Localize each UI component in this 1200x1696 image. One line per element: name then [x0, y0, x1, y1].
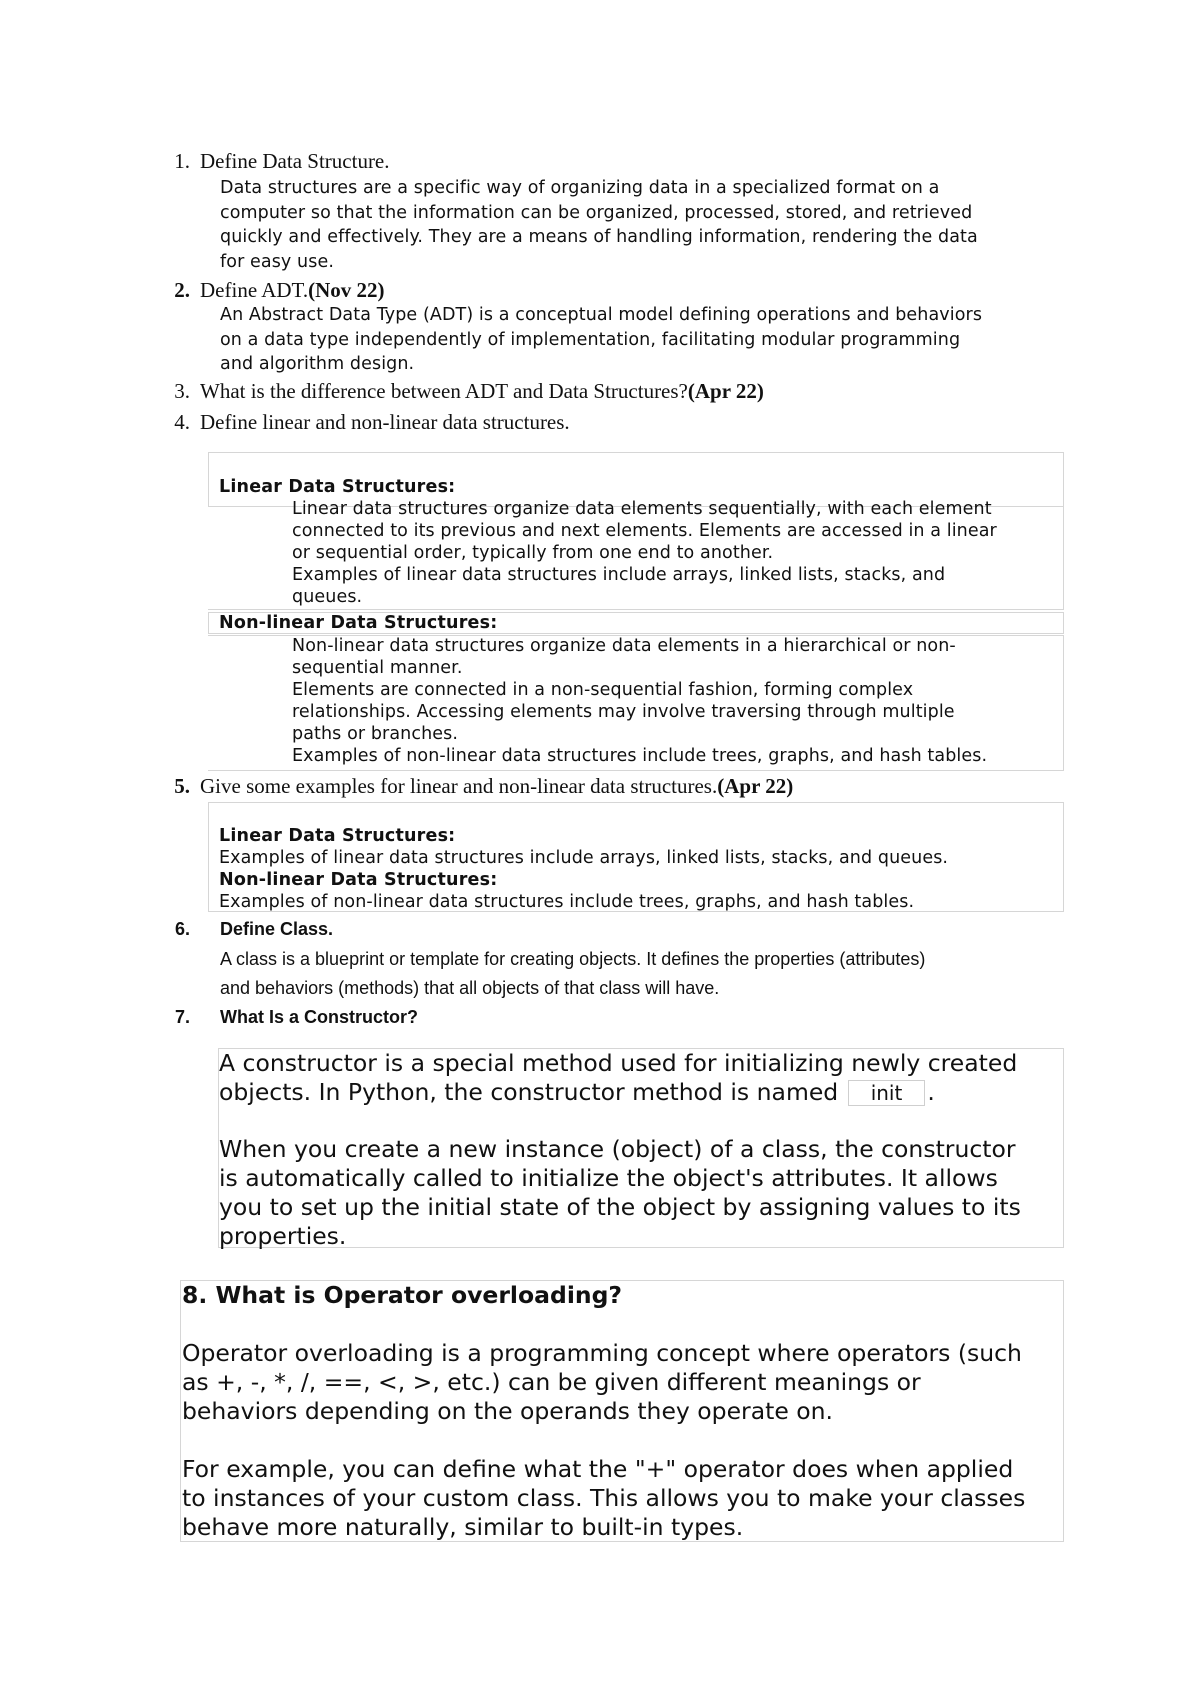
- nonlinear-heading: Non-linear Data Structures:: [219, 613, 498, 633]
- paragraph-gap: [182, 1426, 1025, 1455]
- answer-line: When you create a new instance (object) of a class, the constructor: [219, 1135, 1016, 1163]
- answer-line: [219, 1078, 1021, 1107]
- answer-line: behave more naturally, similar to built-in types.: [182, 1513, 744, 1541]
- linear-description: [292, 498, 997, 608]
- question-title: Define Data Structure.: [200, 149, 390, 173]
- answer-5: [219, 825, 948, 913]
- question-number: 6.: [174, 919, 190, 939]
- exam-tag: (Apr 22): [687, 379, 764, 403]
- text-line: sequential manner.: [292, 658, 463, 678]
- answer-line: A constructor is a special method used for initializing newly created: [219, 1049, 1018, 1077]
- answer-text: .: [927, 1078, 935, 1106]
- answer-line: you to set up the initial state of the object by assigning values to its: [219, 1193, 1021, 1221]
- answer-line: Data structures are a specific way of organizing data in a specialized format on a: [220, 178, 940, 198]
- nonlinear-heading: Non-linear Data Structures:: [219, 870, 498, 890]
- question-title: What Is a Constructor?: [220, 1007, 419, 1027]
- answer-line: computer so that the information can be organized, processed, stored, and retrieved: [220, 202, 973, 223]
- exam-tag: (Nov 22): [308, 278, 385, 302]
- nonlinear-description: [292, 635, 987, 767]
- question-number: 5.: [174, 774, 190, 798]
- question-title-text: What is the difference between ADT and Data Structures?: [200, 379, 688, 403]
- question-title-text: Define ADT.: [200, 278, 309, 302]
- answer-line: An Abstract Data Type (ADT) is a conceptual model defining operations and behaviors: [220, 305, 983, 325]
- question-title: [200, 772, 793, 800]
- answer-line: is automatically called to initialize the object's attributes. It allows: [219, 1164, 998, 1192]
- answer-line: quickly and effectively. They are a means of handling information, rendering the data: [220, 227, 978, 247]
- answer-line: and behaviors (methods) that all objects of that class will have.: [220, 978, 720, 998]
- question-title-text: Give some examples for linear and non-linear data structures.: [200, 774, 718, 798]
- linear-examples: Examples of linear data structures include arrays, linked lists, stacks, and queues.: [219, 848, 949, 868]
- question-number: 1.: [174, 149, 190, 173]
- exam-tag: (Apr 22): [717, 774, 794, 798]
- question-title: Define Class.: [220, 919, 334, 939]
- paragraph-gap: [182, 1310, 1025, 1339]
- question-title: [200, 377, 764, 405]
- paragraph-gap: [219, 1107, 1021, 1135]
- nonlinear-examples: Examples of non-linear data structures include trees, graphs, and hash tables.: [219, 892, 915, 912]
- linear-heading: Linear Data Structures:: [219, 826, 456, 846]
- text-line: queues.: [292, 587, 363, 607]
- text-line: or sequential order, typically from one end to another.: [292, 543, 774, 563]
- answer-line: behaviors depending on the operands they operate on.: [182, 1397, 833, 1425]
- answer-6: [220, 945, 925, 1003]
- text-line: Linear data structures organize data elements sequentially, with each element: [292, 499, 992, 519]
- answer-7: [219, 1049, 1021, 1251]
- text-line: relationships. Accessing elements may involve traversing through multiple: [292, 702, 955, 722]
- answer-line: as +, -, *, /, ==, <, >, etc.) can be given different meanings or: [182, 1368, 921, 1396]
- code-snippet: init: [848, 1080, 926, 1106]
- linear-heading: Linear Data Structures:: [219, 477, 456, 497]
- answer-line: properties.: [219, 1222, 347, 1250]
- answer-2: [220, 303, 982, 377]
- question-number: 2.: [174, 278, 190, 302]
- text-line: Elements are connected in a non-sequential fashion, forming complex: [292, 680, 914, 700]
- question-number: 4.: [174, 410, 190, 434]
- question-title: 8. What is Operator overloading?: [182, 1281, 623, 1309]
- answer-line: on a data type independently of implementation, facilitating modular programming: [220, 329, 961, 350]
- answer-1: [220, 176, 978, 274]
- text-line: paths or branches.: [292, 724, 459, 744]
- question-number: 7.: [174, 1007, 190, 1027]
- question-title: [200, 276, 384, 304]
- text-line: Non-linear data structures organize data elements in a hierarchical or non-: [292, 636, 956, 656]
- question-8: [182, 1281, 1025, 1542]
- answer-line: to instances of your custom class. This allows you to make your classes: [182, 1484, 1026, 1512]
- answer-line: For example, you can define what the "+" operator does when applied: [182, 1455, 1014, 1483]
- answer-text: objects. In Python, the constructor method is named: [219, 1078, 839, 1106]
- text-line: Examples of non-linear data structures include trees, graphs, and hash tables.: [292, 746, 988, 766]
- question-title: Define linear and non-linear data structures.: [200, 410, 570, 434]
- text-line: Examples of linear data structures include arrays, linked lists, stacks, and: [292, 565, 946, 585]
- answer-line: A class is a blueprint or template for creating objects. It defines the properties (attributes): [220, 949, 926, 969]
- text-line: connected to its previous and next elements. Elements are accessed in a linear: [292, 521, 997, 541]
- answer-line: for easy use.: [220, 251, 334, 272]
- answer-line: and algorithm design.: [220, 354, 415, 374]
- question-number: 3.: [174, 379, 190, 403]
- answer-line: Operator overloading is a programming concept where operators (such: [182, 1339, 1022, 1367]
